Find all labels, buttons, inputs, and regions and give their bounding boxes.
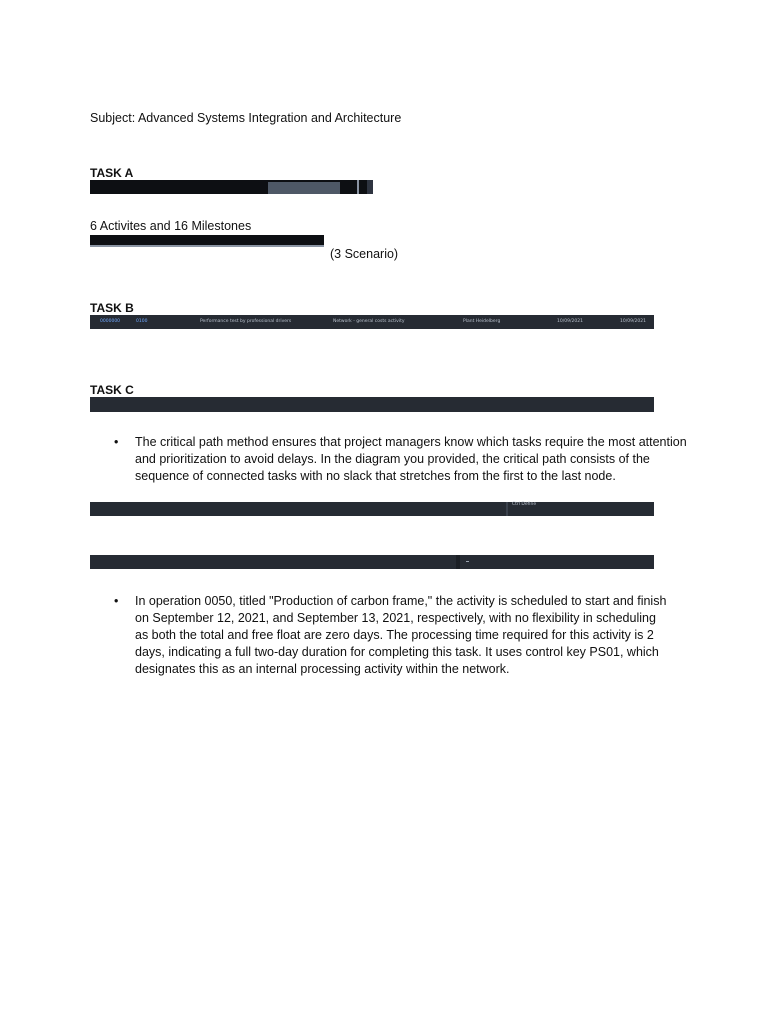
task-a-caption: 6 Activites and 16 Milestones	[90, 219, 252, 233]
task-a-strip-2-underline	[90, 245, 324, 247]
task-c-screenshot-strip-3	[90, 555, 654, 569]
task-c-heading: TASK C	[90, 383, 134, 397]
task-b-row-finish: 10/09/2021	[620, 319, 646, 324]
bullet-dot-icon: •	[114, 594, 119, 608]
task-c-bullet-operation-0050	[90, 593, 670, 678]
task-b-row-code: 0100	[136, 319, 148, 324]
task-c-bullet-1-text: The critical path method ensures that project managers know which tasks require the most attention and prioritization to avoid delays. In the diagram you provided, the critical path consists of the sequence of connected tasks with no slack that stretches from the first to the last node.	[135, 435, 687, 483]
task-b-screenshot-row	[90, 315, 654, 329]
task-c-bullet-list-1	[90, 434, 690, 485]
task-c-strip-3-divider	[456, 555, 460, 569]
task-b-row-description: Performance test by professional drivers	[200, 319, 292, 324]
task-c-bullet-2-text: In operation 0050, titled "Production of carbon frame," the activity is scheduled to start and finish on September 12, 2021, and September 13, 2021, respectively, with no flexibility in scheduling as both the total and free float are zero days. The processing time required for this activity is 2 days, indicating a full two-day duration for completing this task. It uses control key PS01, which designates this as an internal processing activity within the network.	[135, 594, 667, 676]
task-a-heading: TASK A	[90, 166, 134, 180]
task-a-screenshot-strip	[90, 180, 373, 194]
task-c-bullet-critical-path	[90, 434, 690, 485]
task-c-strip-2-divider	[506, 502, 508, 516]
subject-line: Subject: Advanced Systems Integration and Architecture	[90, 111, 402, 125]
task-a-screenshot-strip-2	[90, 235, 324, 245]
task-a-strip-edge	[367, 180, 373, 194]
task-a-strip-divider	[357, 180, 359, 194]
task-a-scenario-note: (3 Scenario)	[330, 247, 399, 261]
task-c-bullet-list-2	[90, 593, 670, 678]
task-b-row-start: 10/09/2021	[557, 319, 583, 324]
task-b-row-id: 0000000	[100, 319, 121, 324]
task-b-heading: TASK B	[90, 301, 134, 315]
task-c-screenshot-strip-2	[90, 502, 654, 516]
task-b-row-plant: Plant Heidelberg	[463, 319, 501, 324]
task-c-strip-2-label: Ctrl Define	[512, 502, 537, 507]
task-c-screenshot-strip-1	[90, 397, 654, 412]
task-b-row-category: Network - general costs activity	[333, 319, 405, 324]
task-a-strip-highlight	[268, 182, 340, 194]
task-c-strip-3-mark	[466, 561, 469, 562]
bullet-dot-icon: •	[114, 435, 119, 449]
